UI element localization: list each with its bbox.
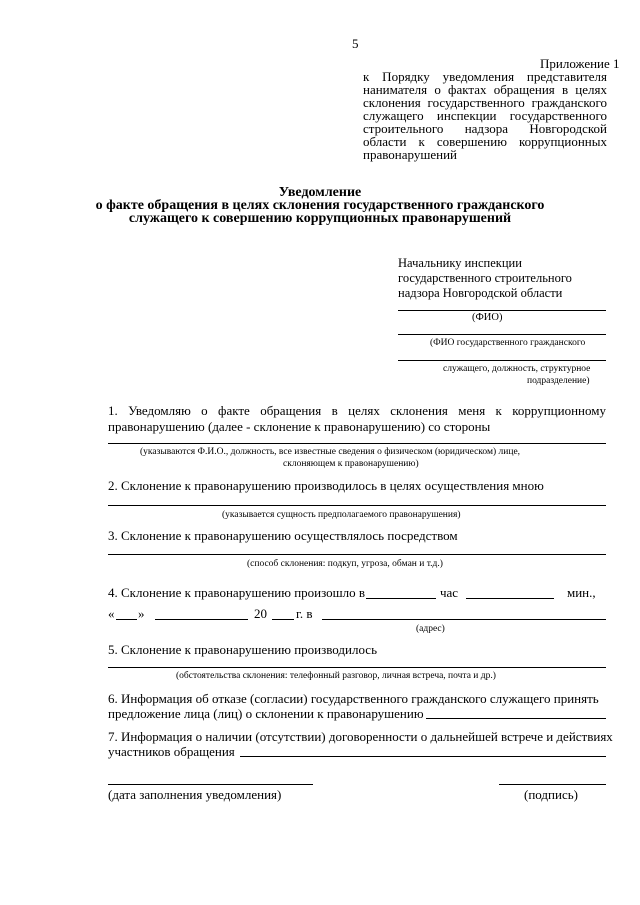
fio-line bbox=[398, 310, 606, 311]
appendix-line: области к совершению коррупционных bbox=[363, 134, 607, 149]
item-7-text: участников обращения bbox=[108, 744, 235, 759]
item-4-open-quote: « bbox=[108, 606, 115, 621]
item-4-year-label: 20 bbox=[254, 606, 267, 621]
item-1-caption: склоняющем к правонарушению) bbox=[283, 459, 419, 469]
appendix-line: строительного надзора Новгородской bbox=[363, 121, 607, 136]
page-number: 5 bbox=[352, 36, 359, 51]
item-1-caption: (указываются Ф.И.О., должность, все известные сведения о физическом (юридическом) лице, bbox=[140, 447, 521, 457]
sender-caption: служащего, должность, структурное bbox=[443, 364, 591, 374]
addressee-line: надзора Новгородской области bbox=[398, 286, 563, 300]
item-3-line bbox=[108, 554, 606, 555]
item-4-month-line bbox=[155, 619, 248, 620]
item-2-caption: (указывается сущность предполагаемого правонарушения) bbox=[222, 510, 461, 520]
date-caption: (дата заполнения уведомления) bbox=[108, 787, 282, 802]
item-4-close-quote: » bbox=[138, 606, 145, 621]
item-6-text: предложение лица (лиц) о склонении к правонарушению bbox=[108, 706, 424, 721]
item-4-caption: (адрес) bbox=[416, 624, 445, 634]
item-1-text: 1. Уведомляю о факте обращения в целях склонения меня к коррупционному bbox=[108, 403, 606, 418]
item-3-caption: (способ склонения: подкуп, угроза, обман и т.д.) bbox=[247, 559, 443, 569]
item-4-min-line bbox=[466, 598, 554, 599]
item-6-line bbox=[426, 718, 606, 719]
appendix-line: склонения государственного гражданского bbox=[363, 95, 607, 110]
appendix-line: к Порядку уведомления представителя bbox=[363, 69, 607, 84]
item-4-year-line bbox=[272, 619, 294, 620]
sender-caption: подразделение) bbox=[527, 376, 590, 386]
appendix-line: нанимателя о фактах обращения в целях bbox=[363, 82, 607, 97]
item-3-text: 3. Склонение к правонарушению осуществлялось посредством bbox=[108, 528, 458, 543]
item-2-text: 2. Склонение к правонарушению производилось в целях осуществления мною bbox=[108, 478, 544, 493]
item-6-text: 6. Информация об отказе (согласии) государственного гражданского служащего принять bbox=[108, 691, 599, 706]
item-1-text: правонарушению (далее - склонение к правонарушению) со стороны bbox=[108, 419, 491, 434]
heading-title: Уведомление bbox=[278, 185, 362, 200]
signature-line bbox=[499, 784, 606, 785]
sender-line bbox=[398, 334, 606, 335]
item-7-line bbox=[240, 756, 606, 757]
item-4-in-label: г. в bbox=[296, 606, 313, 621]
item-5-text: 5. Склонение к правонарушению производилось bbox=[108, 642, 377, 657]
heading-subtitle: служащего к совершению коррупционных правонарушений bbox=[128, 211, 512, 226]
addressee-line: государственного строительного bbox=[398, 271, 572, 285]
item-4-day-line bbox=[116, 619, 137, 620]
addressee-line: Начальнику инспекции bbox=[398, 256, 522, 270]
item-5-caption: (обстоятельства склонения: телефонный разговор, личная встреча, почта и др.) bbox=[176, 671, 496, 681]
item-7-text: 7. Информация о наличии (отсутствии) договоренности о дальнейшей встрече и действиях bbox=[108, 729, 613, 744]
sender-caption: (ФИО государственного гражданского bbox=[430, 338, 586, 348]
appendix-line: правонарушений bbox=[363, 147, 457, 162]
appendix-line: служащего инспекции государственного bbox=[363, 108, 607, 123]
item-4-text: 4. Склонение к правонарушению произошло в bbox=[108, 585, 366, 600]
item-5-line bbox=[108, 667, 606, 668]
signature-caption: (подпись) bbox=[524, 787, 578, 802]
item-4-hour-line bbox=[366, 598, 436, 599]
appendix-title: Приложение 1 bbox=[540, 56, 620, 71]
date-line bbox=[108, 784, 313, 785]
sender-line bbox=[398, 360, 606, 361]
fio-caption: (ФИО) bbox=[472, 312, 503, 323]
heading-subtitle: о факте обращения в целях склонения государственного гражданского bbox=[95, 198, 545, 213]
item-1-line bbox=[108, 443, 606, 444]
item-4-hour-label: час bbox=[440, 585, 459, 600]
item-4-min-label: мин., bbox=[567, 585, 596, 600]
item-2-line bbox=[108, 505, 606, 506]
item-4-address-line bbox=[322, 619, 606, 620]
